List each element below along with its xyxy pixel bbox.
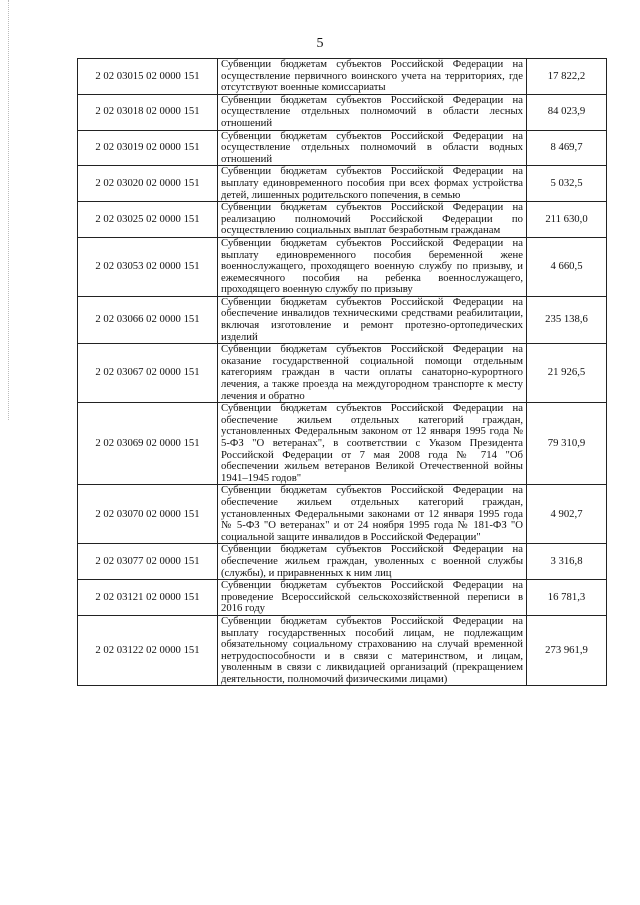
budget-code: 2 02 03053 02 0000 151 xyxy=(78,237,218,296)
budget-code: 2 02 03077 02 0000 151 xyxy=(78,544,218,580)
budget-code: 2 02 03122 02 0000 151 xyxy=(78,615,218,686)
budget-code: 2 02 03015 02 0000 151 xyxy=(78,59,218,95)
budget-code: 2 02 03067 02 0000 151 xyxy=(78,344,218,403)
row-description: Субвенции бюджетам субъектов Российской Федерации на обеспечение жильем граждан, уволенных с военной службы (службы), и приравненных к ним лиц xyxy=(218,544,527,580)
row-amount: 79 310,9 xyxy=(527,403,607,485)
row-amount: 211 630,0 xyxy=(527,202,607,238)
budget-code: 2 02 03066 02 0000 151 xyxy=(78,296,218,343)
row-description: Субвенции бюджетам субъектов Российской Федерации на проведение Всероссийской сельскохозяйственной переписи в 2016 году xyxy=(218,580,527,616)
page-number: 5 xyxy=(316,36,324,51)
row-amount: 84 023,9 xyxy=(527,94,607,130)
row-amount: 17 822,2 xyxy=(527,59,607,95)
row-amount: 21 926,5 xyxy=(527,344,607,403)
subventions-table xyxy=(77,58,607,686)
row-description: Субвенции бюджетам субъектов Российской Федерации на выплату единовременного пособия при всех формах устройства детей, лишенных родительского попечения, в семью xyxy=(218,166,527,202)
budget-code: 2 02 03070 02 0000 151 xyxy=(78,485,218,544)
row-description: Субвенции бюджетам субъектов Российской Федерации на обеспечение жильем отдельных категорий граждан, установленных Федеральными законами от 12 января 1995 года № 5-ФЗ "О ветеранах" и от 24 ноября 1995 года № 181-ФЗ "О социальной защите инвалидов в Российской Федерации" xyxy=(218,485,527,544)
table-row xyxy=(78,615,607,686)
budget-code: 2 02 03020 02 0000 151 xyxy=(78,166,218,202)
row-description: Субвенции бюджетам субъектов Российской Федерации на выплату государственных пособий лицам, не подлежащим обязательному социальному страхованию на случай временной нетрудоспособности и в связи с материнством, и лицам, уволенным в связи с ликвидацией организаций (прекращением деятельности, полномочий физическими лицами) xyxy=(218,615,527,686)
table-row xyxy=(78,166,607,202)
row-description: Субвенции бюджетам субъектов Российской Федерации на обеспечение жильем отдельных категорий граждан, установленных Федеральным законом от 12 января 1995 года № 5-ФЗ "О ветеранах", в соответствии с Указом Президента Российской Федерации от 7 мая 2008 года № 714 "Об обеспечении жильем ветеранов Великой Отечественной войны 1941–1945 годов" xyxy=(218,403,527,485)
row-amount: 8 469,7 xyxy=(527,130,607,166)
budget-code: 2 02 03121 02 0000 151 xyxy=(78,580,218,616)
budget-code: 2 02 03069 02 0000 151 xyxy=(78,403,218,485)
table-row xyxy=(78,296,607,343)
table-row xyxy=(78,580,607,616)
row-description: Субвенции бюджетам субъектов Российской Федерации на осуществление отдельных полномочий в области лесных отношений xyxy=(218,94,527,130)
table-row xyxy=(78,59,607,95)
row-amount: 16 781,3 xyxy=(527,580,607,616)
table-row xyxy=(78,202,607,238)
table-row xyxy=(78,130,607,166)
row-description: Субвенции бюджетам субъектов Российской Федерации на реализацию полномочий Российской Федерации по осуществлению социальных выплат безработным гражданам xyxy=(218,202,527,238)
table-row xyxy=(78,94,607,130)
row-amount: 5 032,5 xyxy=(527,166,607,202)
row-amount: 3 316,8 xyxy=(527,544,607,580)
table-row xyxy=(78,403,607,485)
table-row xyxy=(78,544,607,580)
row-description: Субвенции бюджетам субъектов Российской Федерации на оказание государственной социальной помощи отдельным категориям граждан в части оплаты санаторно-курортного лечения, а также проезда на междугородном транспорте к месту лечения и обратно xyxy=(218,344,527,403)
table-row xyxy=(78,344,607,403)
row-description: Субвенции бюджетам субъектов Российской Федерации на обеспечение инвалидов техническими средствами реабилитации, включая изготовление и ремонт протезно-ортопедических изделий xyxy=(218,296,527,343)
budget-code: 2 02 03018 02 0000 151 xyxy=(78,94,218,130)
budget-code: 2 02 03025 02 0000 151 xyxy=(78,202,218,238)
margin-mark xyxy=(8,0,9,420)
row-amount: 235 138,6 xyxy=(527,296,607,343)
row-description: Субвенции бюджетам субъектов Российской Федерации на осуществление отдельных полномочий в области водных отношений xyxy=(218,130,527,166)
row-amount: 4 660,5 xyxy=(527,237,607,296)
budget-code: 2 02 03019 02 0000 151 xyxy=(78,130,218,166)
row-amount: 4 902,7 xyxy=(527,485,607,544)
row-amount: 273 961,9 xyxy=(527,615,607,686)
table-row xyxy=(78,485,607,544)
table-row xyxy=(78,237,607,296)
row-description: Субвенции бюджетам субъектов Российской Федерации на выплату единовременного пособия беременной жене военнослужащего, проходящего военную службу по призыву, и ежемесячного пособия на ребенка военнослужащего, проходящего военную службу по призыву xyxy=(218,237,527,296)
row-description: Субвенции бюджетам субъектов Российской Федерации на осуществление первичного воинского учета на территориях, где отсутствуют военные комиссариаты xyxy=(218,59,527,95)
